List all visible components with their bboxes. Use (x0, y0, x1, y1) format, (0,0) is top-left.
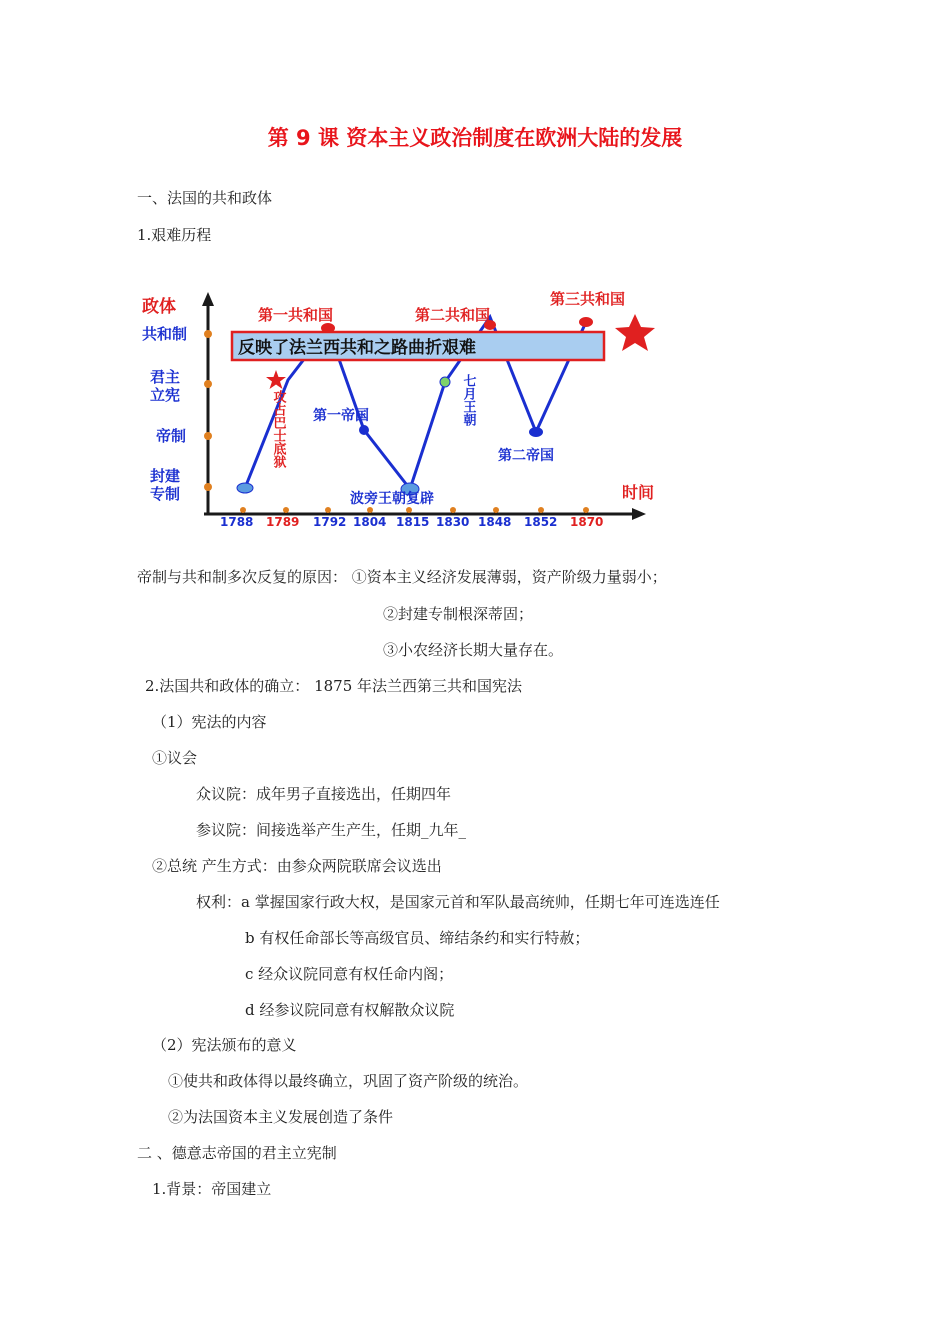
annotation-first-empire: 第一帝国 (313, 408, 369, 424)
y-category-constitutional-2: 立宪 (150, 386, 181, 404)
x-tick-dot (450, 507, 456, 513)
list-item: ①使共和政体得以最终确立，巩固了资产阶级的统治。 (168, 1072, 529, 1090)
y-category-feudal-2: 专制 (150, 485, 181, 503)
x-axis-title: 时间 (622, 483, 655, 502)
x-tick-dot (406, 507, 412, 513)
list-item: ②总统 产生方式：由参众两院联席会议选出 (152, 857, 442, 875)
point-1830 (440, 377, 450, 387)
list-item: 参议院：间接选举产生产生，任期_九年_ (196, 821, 467, 839)
list-item: d 经参议院同意有权解散众议院 (245, 1001, 455, 1019)
france-regime-chart (138, 282, 655, 532)
x-tick-label: 1870 (570, 515, 604, 529)
section-heading-1: 一、法国的共和政体 (137, 189, 273, 207)
page-title: 第 9 课 资本主义政治制度在欧洲大陆的发展 (267, 126, 683, 150)
annotation-july-monarchy: 七月王朝 (460, 374, 476, 426)
point-1852 (529, 427, 543, 437)
y-tick-dot (204, 483, 212, 491)
x-tick-label: 1788 (220, 515, 254, 529)
y-category-feudal: 封建 (150, 467, 181, 485)
x-tick-label: 1815 (396, 515, 430, 529)
y-axis-arrow (202, 292, 214, 306)
list-heading: （1）宪法的内容 (152, 713, 267, 731)
x-tick-label: 1852 (524, 515, 558, 529)
list-item: ②为法国资本主义发展创造了条件 (168, 1108, 394, 1126)
x-tick-labels (220, 515, 603, 529)
point-1870 (579, 317, 593, 327)
x-tick-dot (493, 507, 499, 513)
x-tick-label: 1848 (478, 515, 512, 529)
y-tick-dot (204, 380, 212, 388)
subsection-heading: 2.法国共和政体的确立： 1875 年法兰西第三共和国宪法 (145, 677, 523, 695)
y-category-republic: 共和制 (142, 325, 188, 343)
x-tick-dot (325, 507, 331, 513)
annotation-restoration: 波旁王朝复辟 (350, 491, 434, 507)
star-icon (615, 314, 655, 351)
x-tick-label: 1792 (313, 515, 347, 529)
x-tick-dot (583, 507, 589, 513)
list-item: 众议院：成年男子直接选出，任期四年 (196, 785, 452, 803)
list-item: b 有权任命部长等高级官员、缔结条约和实行特赦； (245, 929, 590, 947)
reasons-line: 帝制与共和制多次反复的原因： ①资本主义经济发展薄弱，资产阶级力量弱小； (137, 568, 667, 586)
point-1804 (359, 425, 369, 435)
star-icon (266, 370, 286, 389)
y-tick-dot (204, 330, 212, 338)
point-1788 (237, 483, 253, 493)
x-tick-dot (240, 507, 246, 513)
list-item: 权利：a 掌握国家行政大权，是国家元首和军队最高统帅，任期七年可连选连任 (196, 893, 720, 911)
y-category-constitutional: 君主 (150, 368, 181, 386)
list-heading: （2）宪法颁布的意义 (152, 1036, 297, 1054)
x-tick-dot (283, 507, 289, 513)
annotation-first-republic: 第一共和国 (258, 306, 334, 324)
reasons-line: ②封建专制根深蒂固； (383, 605, 534, 623)
y-category-empire: 帝制 (156, 427, 187, 445)
x-axis-arrow (632, 508, 646, 520)
subsection-heading: 1.背景：帝国建立 (152, 1180, 272, 1198)
reasons-line: ③小农经济长期大量存在。 (383, 641, 564, 659)
annotation-bastille: 攻占巴士底狱 (270, 390, 286, 468)
y-axis-title: 政体 (142, 297, 176, 317)
list-item: ①议会 (152, 749, 198, 767)
annotation-second-empire: 第二帝国 (498, 448, 554, 464)
annotation-third-republic: 第三共和国 (550, 290, 626, 308)
x-tick-label: 1804 (353, 515, 387, 529)
x-tick-dot (538, 507, 544, 513)
list-item: c 经众议院同意有权任命内阁； (245, 965, 454, 983)
x-tick-label: 1789 (266, 515, 300, 529)
section-heading-2: 二 、德意志帝国的君主立宪制 (137, 1144, 337, 1162)
banner-text: 反映了法兰西共和之路曲折艰难 (238, 338, 476, 358)
subsection-heading: 1.艰难历程 (137, 226, 212, 244)
x-tick-dot (367, 507, 373, 513)
annotation-second-republic: 第二共和国 (415, 306, 491, 324)
x-tick-label: 1830 (436, 515, 470, 529)
y-tick-dot (204, 432, 212, 440)
